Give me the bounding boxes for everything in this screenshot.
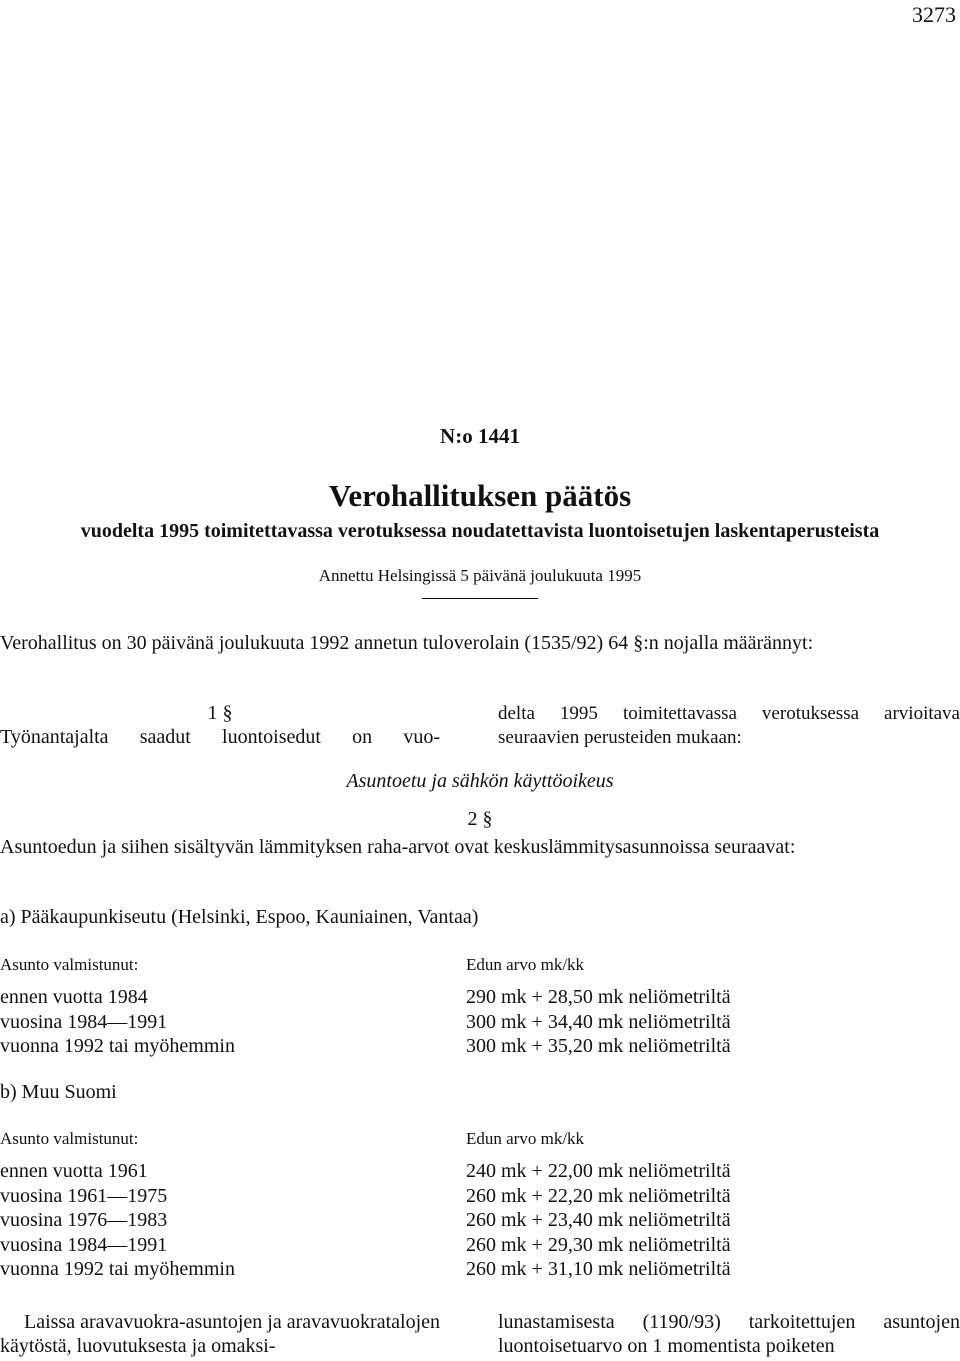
table-row-period: vuonna 1992 tai myöhemmin [0, 1035, 235, 1057]
closing-left-text: Laissa aravavuokra-asuntojen ja aravavuokratalojen käytöstä, luovutuksesta ja omaksi- [0, 1311, 440, 1357]
table-row-period: ennen vuotta 1984 [0, 986, 148, 1008]
table-row-period: ennen vuotta 1961 [0, 1160, 148, 1182]
section-1-right-text: delta 1995 toimitettavassa verotuksessa arvioitava seuraavien perusteiden mukaan: [498, 703, 960, 748]
region-a-values [466, 985, 731, 1059]
table-row-period: vuosina 1984—1991 [0, 1233, 168, 1256]
region-b-periods [0, 1159, 235, 1282]
region-b-label: b) Muu Suomi [0, 1081, 117, 1103]
region-a-col2-header: Edun arvo mk/kk [466, 955, 585, 974]
table-row-period: vuonna 1992 tai myöhemmin [0, 1258, 235, 1280]
section-2-heading: 2 § [467, 808, 493, 830]
table-row-value: 260 mk + 22,20 mk neliömetriltä [466, 1184, 731, 1207]
subheading-housing-electricity: Asuntoetu ja sähkön käyttöoikeus [346, 770, 614, 792]
closing-right-text: lunastamisesta (1190/93) tarkoitettujen asuntojen luontoisetuarvo on 1 momentista poiketen [498, 1311, 960, 1357]
divider-rule [422, 598, 538, 599]
region-b-col2-header: Edun arvo mk/kk [466, 1129, 585, 1148]
given-date: Annettu Helsingissä 5 päivänä joulukuuta 1995 [318, 566, 642, 585]
table-row-value: 290 mk + 28,50 mk neliömetriltä [466, 986, 731, 1008]
table-row-period: vuosina 1961—1975 [0, 1184, 168, 1207]
table-row-period: vuosina 1976—1983 [0, 1209, 168, 1231]
table-row-value: 260 mk + 23,40 mk neliömetriltä [466, 1209, 731, 1231]
region-b-values [466, 1159, 731, 1282]
region-a-periods [0, 985, 235, 1059]
region-a-col1-header: Asunto valmistunut: [0, 955, 139, 974]
document-subtitle: vuodelta 1995 toimitettavassa verotuksessa noudatettavista luontoisetujen laskentaperusteista [80, 520, 880, 542]
table-row-value: 260 mk + 29,30 mk neliömetriltä [466, 1233, 731, 1256]
section-2-text: Asuntoedun ja siihen sisältyvän lämmityksen raha-arvot ovat keskuslämmitysasunnoissa seuraavat: [0, 836, 796, 858]
document-title: Verohallituksen päätös [328, 478, 632, 513]
page-number: 3273 [912, 2, 956, 27]
table-row-value: 240 mk + 22,00 mk neliömetriltä [466, 1160, 731, 1182]
statute-number: N:o 1441 [440, 424, 520, 448]
table-row-value: 300 mk + 35,20 mk neliömetriltä [466, 1035, 731, 1057]
region-a-label: a) Pääkaupunkiseutu (Helsinki, Espoo, Kauniainen, Vantaa) [0, 906, 479, 928]
section-1-left-text: Työnantajalta saadut luontoisedut on vuo- [0, 726, 440, 748]
region-b-col1-header: Asunto valmistunut: [0, 1129, 139, 1148]
table-row-value: 260 mk + 31,10 mk neliömetriltä [466, 1258, 731, 1280]
intro-paragraph: Verohallitus on 30 päivänä joulukuuta 1992 annetun tuloverolain (1535/92) 64 §:n nojalla määrännyt: [0, 632, 814, 654]
section-1-heading: 1 § [207, 702, 233, 724]
table-row-period: vuosina 1984—1991 [0, 1010, 168, 1033]
table-row-value: 300 mk + 34,40 mk neliömetriltä [466, 1010, 731, 1033]
